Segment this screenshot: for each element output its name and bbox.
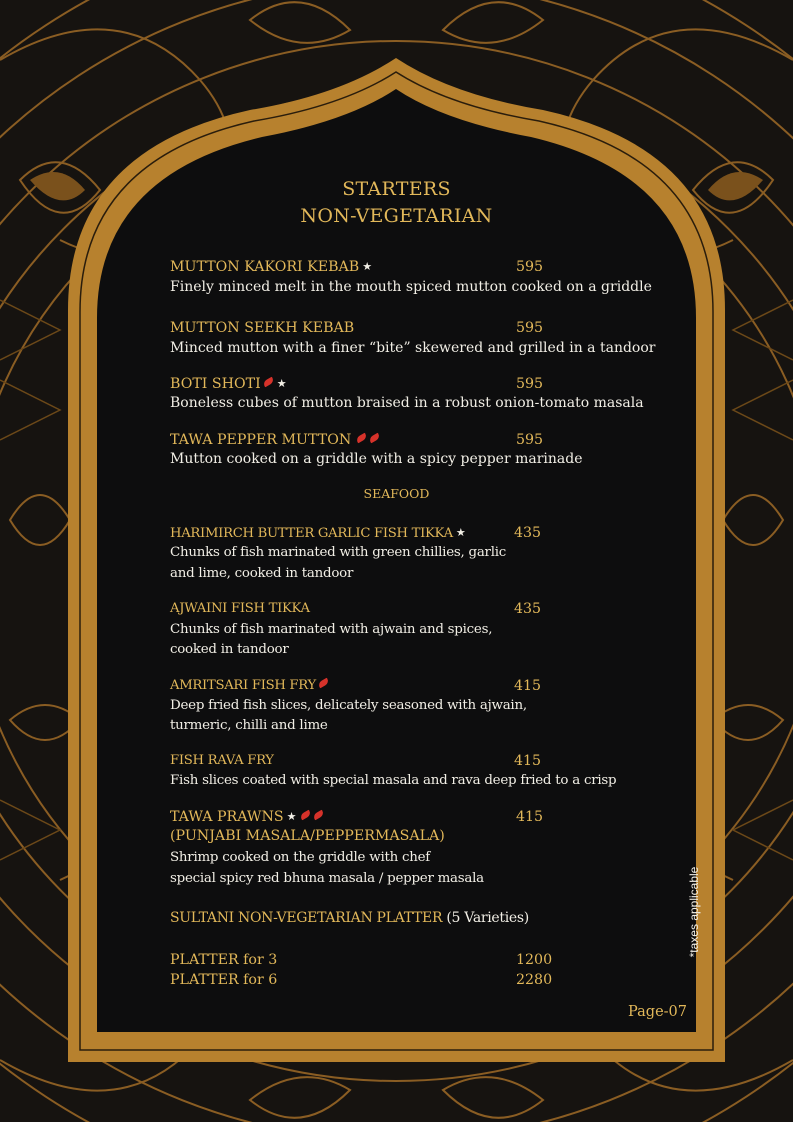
menu-item-price: 415 <box>514 753 542 769</box>
menu-item-description: Finely minced melt in the mouth spiced mutton cooked on a griddle <box>170 279 652 295</box>
menu-item-description: Mutton cooked on a griddle with a spicy pepper marinade <box>170 451 583 467</box>
menu-item-price: 435 <box>514 601 542 617</box>
menu-item-name: TAWA PEPPER MUTTON <box>170 431 380 449</box>
menu-item-price: 595 <box>516 259 544 275</box>
chili-icon <box>300 810 313 821</box>
menu-item-name: TAWA PRAWNS ★ <box>170 808 324 826</box>
menu-item-description: Deep fried fish slices, delicately seasoned with ajwain, <box>170 698 527 713</box>
menu-item-description: Fish slices coated with special masala and rava deep fried to a crisp <box>170 773 617 788</box>
platter-option-price: 2280 <box>516 972 553 988</box>
menu-item-description: Shrimp cooked on the griddle with chef <box>170 850 430 865</box>
menu-item-price: 595 <box>516 320 544 336</box>
menu-item-price: 595 <box>516 376 544 392</box>
chili-icon <box>262 377 275 388</box>
menu-item-description: Boneless cubes of mutton braised in a robust onion-tomato masala <box>170 395 644 411</box>
platter-option-label: PLATTER for 3 <box>170 952 278 968</box>
page-number: Page-07 <box>628 1004 687 1020</box>
chili-icon <box>317 678 330 689</box>
star-icon: ★ <box>362 260 373 273</box>
star-icon: ★ <box>276 377 287 390</box>
menu-item-name: MUTTON SEEKH KEBAB <box>170 320 355 336</box>
chili-icon <box>313 810 326 821</box>
menu-item-price: 415 <box>514 678 542 694</box>
star-icon: ★ <box>455 526 466 539</box>
menu-item-name: MUTTON KAKORI KEBAB ★ <box>170 259 373 275</box>
menu-item-description: Chunks of fish marinated with ajwain and spices, <box>170 622 493 637</box>
taxes-note: *taxes applicable <box>687 866 701 958</box>
menu-item-description: Minced mutton with a finer “bite” skewered and grilled in a tandoor <box>170 340 656 356</box>
chili-icon <box>368 433 381 444</box>
menu-item-name: AMRITSARI FISH FRY <box>170 677 329 695</box>
page-title-line1: STARTERS <box>342 178 451 200</box>
menu-item-name: FISH RAVA FRY <box>170 753 274 768</box>
menu-item-price: 435 <box>514 525 542 541</box>
menu-item-name: AJWAINI FISH TIKKA <box>170 601 310 616</box>
menu-item-price: 415 <box>516 809 544 825</box>
platter-note: (5 Varieties) <box>446 910 529 926</box>
menu-item-description: cooked in tandoor <box>170 642 289 657</box>
menu-item-subtitle: (PUNJABI MASALA/PEPPERMASALA) <box>170 828 445 844</box>
menu-item-price: 595 <box>516 432 544 448</box>
menu-item-description: turmeric, chilli and lime <box>170 718 328 733</box>
menu-item-description: Chunks of fish marinated with green chillies, garlic <box>170 545 507 560</box>
menu-item-name: BOTI SHOTI ★ <box>170 376 287 392</box>
menu-item-description: and lime, cooked in tandoor <box>170 566 354 581</box>
platter-option-price: 1200 <box>516 952 553 968</box>
star-icon: ★ <box>286 810 297 823</box>
section-heading-seafood: SEAFOOD <box>363 486 430 501</box>
chili-icon <box>355 433 368 444</box>
platter-option-label: PLATTER for 6 <box>170 972 278 988</box>
page-title-line2: NON-VEGETARIAN <box>300 205 493 227</box>
menu-item-description: special spicy red bhuna masala / pepper masala <box>170 871 484 886</box>
menu-item-name: HARIMIRCH BUTTER GARLIC FISH TIKKA ★ <box>170 526 466 541</box>
platter-heading: SULTANI NON-VEGETARIAN PLATTER (5 Varieties) <box>170 910 529 926</box>
